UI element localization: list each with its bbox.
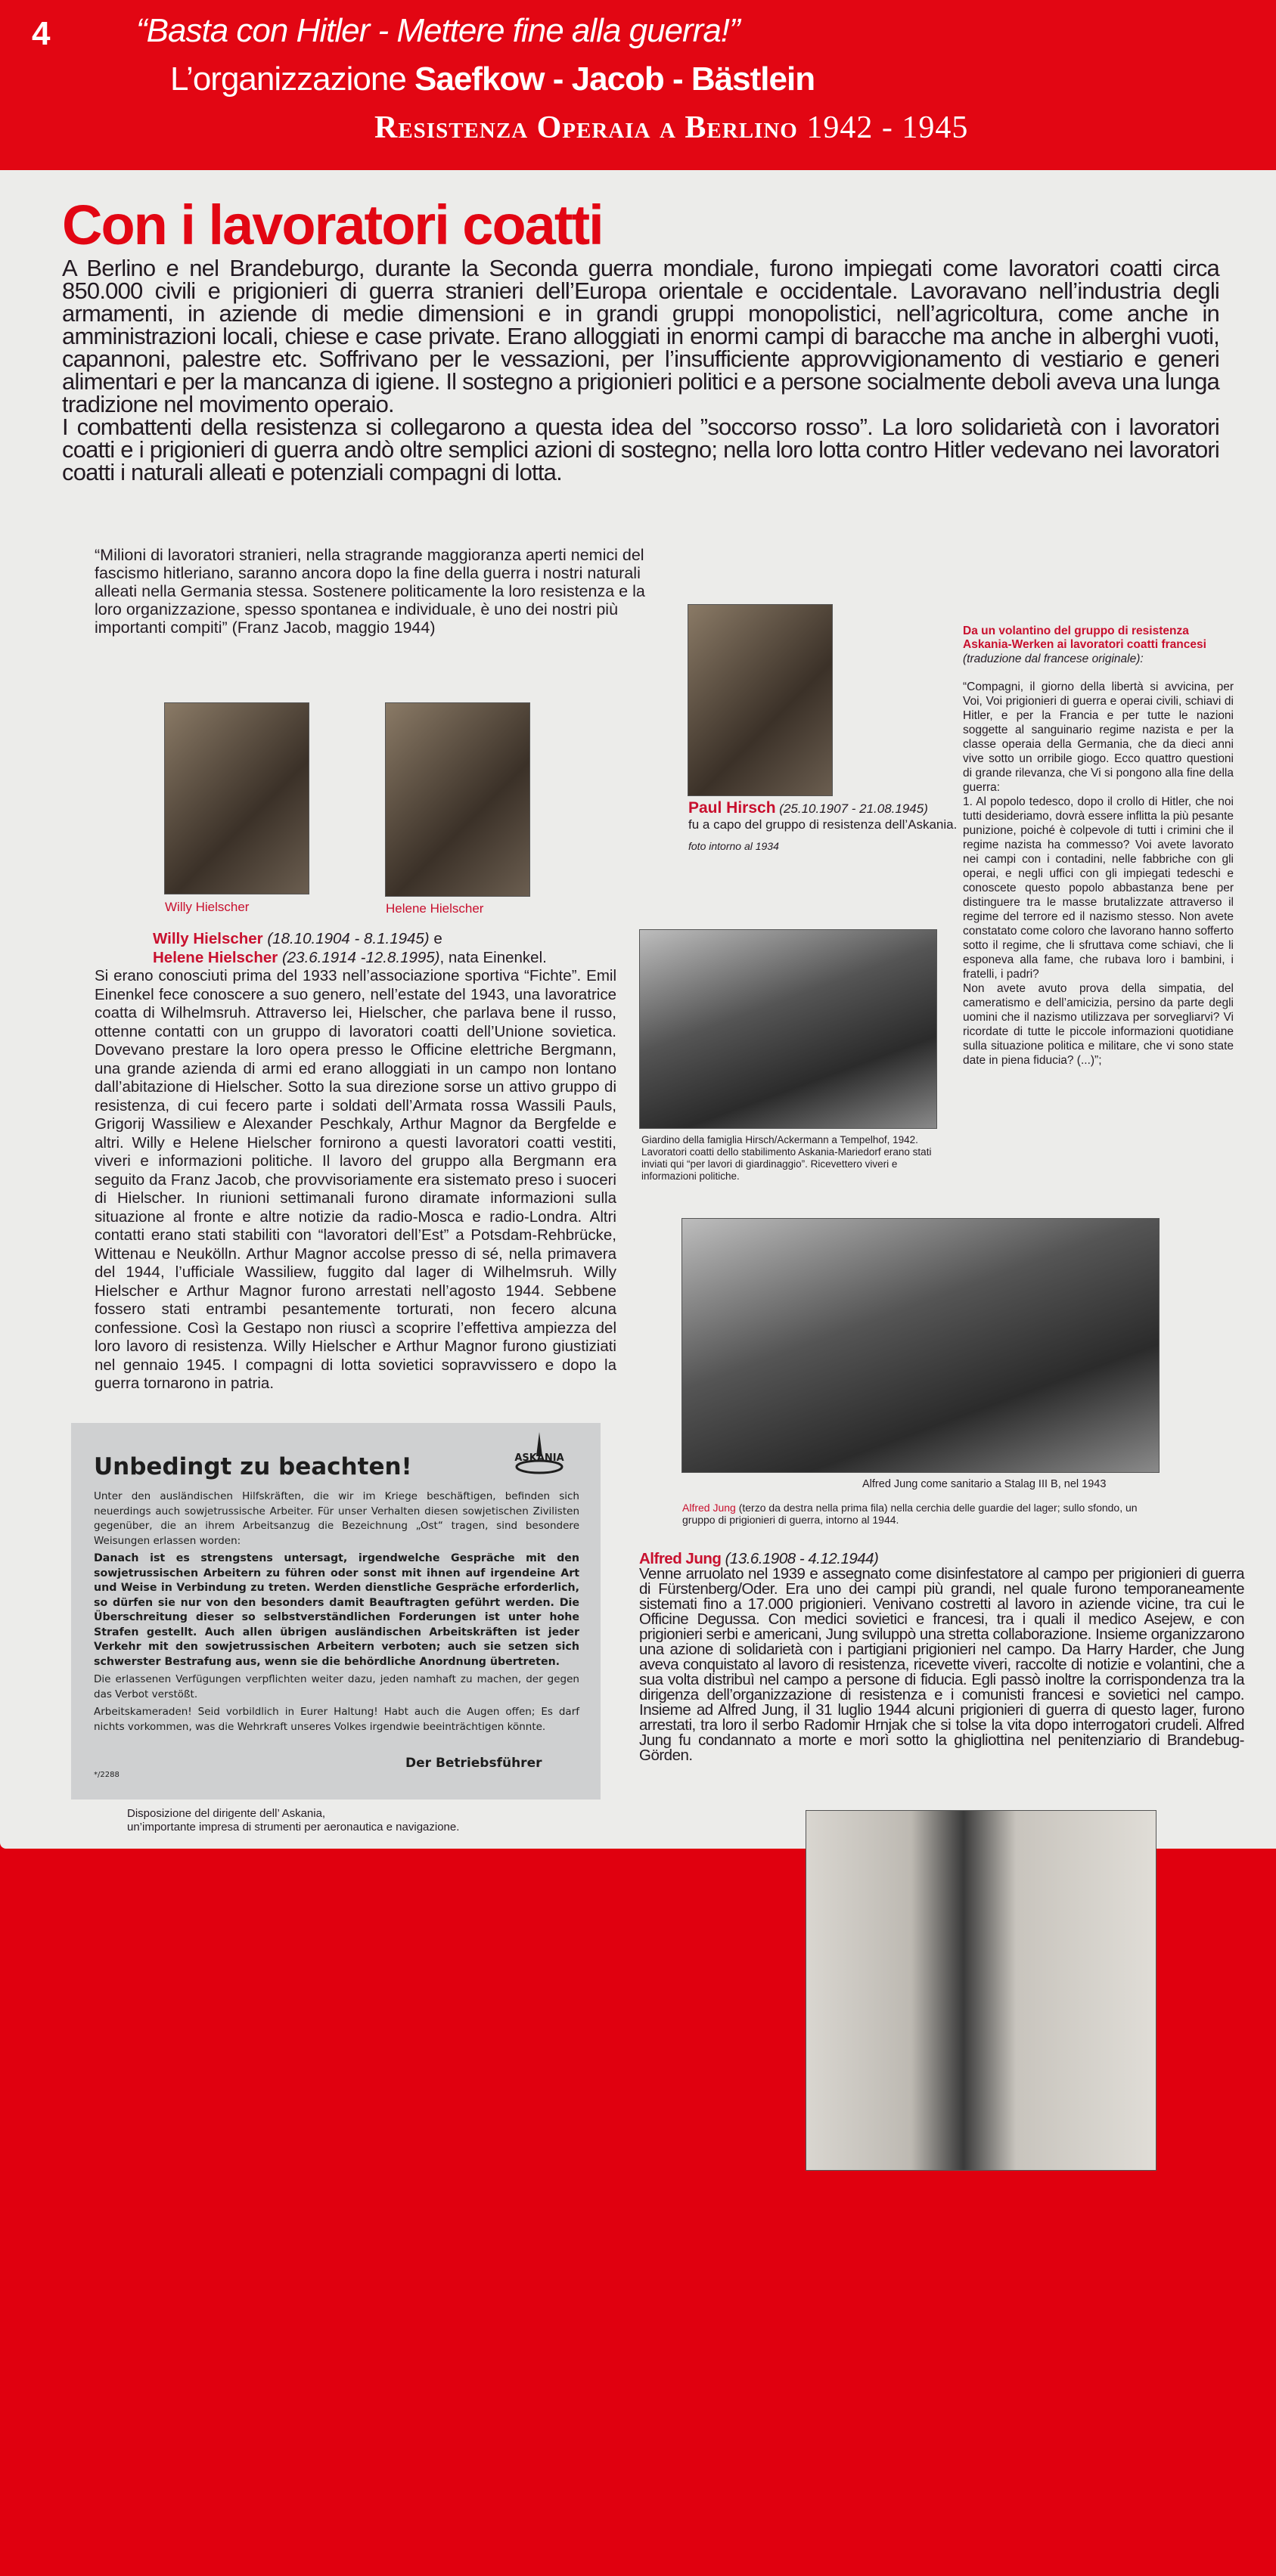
flyer-body — [963, 680, 1234, 1068]
photo-helene-hielscher — [386, 703, 529, 896]
header-banner — [0, 0, 1276, 170]
askania-caption — [127, 1807, 459, 1834]
detail-name: Alfred Jung — [682, 1502, 736, 1514]
document-signature: Der Betriebsführer — [405, 1756, 542, 1771]
flyer-point: Non avete avuto prova della simpatia, del cameratismo e dell’amicizia, persino da parte degli uomini che il nazismo utilizzava per sorvegliarvi? Vi ricordate di tutte le piccole informazioni quotidiane sulla situazione politica e militare, che vi sono state date in piena fiducia? (...)”; — [963, 982, 1234, 1067]
helene-dates: (23.6.1914 -12.8.1995) — [281, 948, 440, 966]
paul-hirsch-photo-note: foto intorno al 1934 — [688, 840, 779, 852]
hielscher-bio — [95, 930, 616, 1393]
flyer-intro: “Compagni, il giorno della libertà si avvicina, per Voi, Voi prigionieri di guerra e operai civili, schiavi di Hitler, e per la Francia e per tutte le nazioni soggette al sanguinario regime nazista e per la classe operaia della Germania, che da dieci anni vive sotto un orribile giogo. Ecco quattro questioni di grande rilevanza, che Vi si pongono alla fine della guerra: — [963, 680, 1234, 794]
document-paragraph: Die erlassenen Verfügungen verpflichten weiter dazu, jeden namhaft zu machen, der gegen das Verbot verstößt. — [94, 1673, 579, 1700]
askania-logo-icon — [514, 1431, 565, 1476]
conjunction: e — [429, 930, 442, 947]
hielscher-names — [95, 930, 616, 967]
document-paragraph: Unter den ausländischen Hilfskräften, die wir im Kriege beschäftigen, befinden sich neuerdings auch sowjetrussische Arbeiter. Für unser Verhalten diesen sowjetischen Zivilisten gegenüber, die an ihrem Arbeitsanzug die Bezeichnung „Ost“ tragen, sind besondere Weisungen erlassen worden: — [94, 1490, 579, 1547]
alfred-jung-dates: (13.6.1908 - 4.12.1944) — [725, 1550, 879, 1567]
helene-name: Helene Hielscher — [153, 948, 278, 966]
intro-text — [62, 257, 1219, 484]
stalag-photo-caption: Alfred Jung come sanitario a Stalag III B, nel 1943 — [862, 1478, 1107, 1490]
subtitle-text: Resistenza Operaia a Berlino — [374, 110, 798, 145]
askania-document — [71, 1423, 601, 1799]
helene-suffix: , nata Einenkel. — [439, 948, 547, 966]
flyer-subheading: (traduzione dal francese originale): — [963, 653, 1144, 665]
paul-hirsch-name: Paul Hirsch — [688, 799, 776, 817]
photo-willy-hielscher — [165, 703, 309, 894]
flyer-excerpt — [963, 625, 1234, 1068]
header-quote: “Basta con Hitler - Mettere fine alla guerra!” — [136, 12, 740, 49]
alfred-jung-bio — [639, 1551, 1244, 1763]
intro-paragraph: A Berlino e nel Brandeburgo, durante la Seconda guerra mondiale, furono impiegati come lavoratori coatti circa 850.000 civili e prigionieri di guerra stranieri dell’Europa orientale e occidentale. Lavoravano nell’industria degli armamenti, in aziende di medie dimensioni e in grandi gruppi monopolistici, nell’agricoltura, come anche in amministrazioni locali, chiese e case private. Erano alloggiati in enormi campi di baracche ma anche in alberghi vuoti, capannoni, palestre etc. Soffrivano per le vessazioni, per l’insufficiente approvvigionamento di vestiario e generi alimentari e per la mancanza di igiene. Il sostegno a prigionieri politici e a persone socialmente deboli aveva una lunga tradizione nel movimento operaio. — [62, 255, 1219, 417]
willy-dates: (18.10.1904 - 8.1.1945) — [267, 930, 430, 947]
paul-hirsch-dates: (25.10.1907 - 21.08.1945) — [779, 801, 928, 816]
photo-stalag-guards — [682, 1219, 1159, 1472]
intro-paragraph: I combattenti della resistenza si collegarono a questa idea del ”soccorso rosso”. La loro solidarietà con i lavoratori coatti e i prigionieri di guerra andò oltre semplici azioni di sostegno; nella loro lotta contro Hitler vedevano nei lavoratori coatti i naturali alleati e potenziali compagni di lotta. — [62, 414, 1219, 485]
alfred-jung-name: Alfred Jung — [639, 1550, 722, 1567]
document-number: */2288 — [94, 1771, 120, 1779]
document-body — [94, 1489, 579, 1737]
photo-garden-hirsch — [640, 930, 936, 1128]
org-names: Saefkow - Jacob - Bästlein — [414, 60, 815, 98]
alfred-jung-body: Venne arruolato nel 1939 e assegnato come disinfestatore al campo per prigionieri di guerra di Fürstenberg/Oder. Era uno dei campi più grandi, nel quale furono temporaneamente sistemati fino a 17.000 prigionieri. Venivano costretti al lavoro in aziende vicine, tra cui le Officine Degussa. Con medici sovietici e francesi, tra i quali il medico Asejew, e con prigionieri serbi e americani, Jung sviluppò una stretta collaborazione. Insieme organizzarono una azione di solidarietà con i partigiani prigionieri nel campo. Da Harry Harder, che Jung aveva conquistato al lavoro di resistenza, ricevette viveri, raccolte di notizie e volantini, che a sua volta distribuì nel campo a persone di fiducia. Egli passò inoltre la corrispondenza tra la dirigenza dell’organizzazione di resistenza e i comunisti francesi e sovietici nel campo. Insieme ad Alfred Jung, il 31 luglio 1944 alcuni prigionieri di guerra di questo lager, furono arrestati, tra loro il serbo Radomir Hrnjak che si tolse la vita dopo interrogatori crudeli. Alfred Jung fu condannato a morte e morì sotto la ghigliottina nel penitenziario di Brandebug-Görden. — [639, 1565, 1244, 1764]
photo-caption-willy: Willy Hielscher — [165, 900, 250, 914]
paul-hirsch-description: fu a capo del gruppo di resistenza dell’Askania. — [688, 817, 958, 832]
subtitle-years: 1942 - 1945 — [806, 110, 969, 145]
panel-number: 4 — [32, 15, 51, 52]
willy-name: Willy Hielscher — [153, 930, 263, 947]
header-subtitle — [374, 110, 968, 146]
document-paragraph: Arbeitskameraden! Seid vorbildlich in Eurer Haltung! Habt auch die Augen offen; Es darf nichts vorkommen, was die Wehrkraft unseres Volkes irgendwie beeinträchtigen könnte. — [94, 1706, 579, 1733]
hielscher-body: Si erano conosciuti prima del 1933 nell’associazione sportiva “Fichte”. Emil Einenkel fece conoscere a suo genero, nell’estate del 1943, una lavoratrice coatta di Wilhelmsruh. Attraverso lei, Hielscher, che parlava bene il russo, ottenne contatti con un gruppo di lavoratori coatti dell’Unione sovietica. Dovevano prestare la loro opera presso le Officine elettriche Bergmann, una grande azienda di armi ed erano alloggiati in un campo non lontano dall’abitazione di Hielscher. Sotto la sua direzione sorse un attivo gruppo di resistenza, di cui fecero parte i soldati dell’Armata rossa Wassili Pauls, Grigorij Wassiliew e Alexander Peschkaly, Arthur Magnor da Bergfelde e altri. Willy e Helene Hielscher fornirono a questi lavoratori coatti vestiti, viveri e informazioni politiche. Il lavoro del gruppo alla Bergmann era seguito da Franz Jacob, che provvisoriamente era sistemato preso i suoceri di Hielscher. In riunioni settimanali furono diramate informazioni sulla situazione al fronte e altre notizie da radio-Mosca e radio-Londra. Altri contatti erano stati stabiliti con “lavoratori dell’Est” a Potsdam-Rehbrücke, Wittenau e Neukölln. Arthur Magnor accolse presso di sé, nella primavera del 1944, l’ufficiale Wassiliew, fuggito dal lager di Wilhelmsruh. Willy Hielscher e Arthur Magnor furono arrestati nell’agosto 1944. Sebbene fossero stati entrambi pesantemente torturati, non fecero alcuna confessione. Così la Gestapo non riuscì a scoprire l’effettiva ampiezza del loro lavoro di resistenza. Willy Hielscher e Arthur Magnor furono giustiziati nel gennaio 1945. I compagni di lotta sovietici sopravvissero e dopo la guerra tornarono in patria. — [95, 967, 616, 1392]
paul-hirsch-caption — [688, 800, 961, 854]
flyer-point: 1. Al popolo tedesco, dopo il crollo di Hitler, che noi tutti desideriamo, dovrà essere inflitta la più pesante punizione, poiché è colpevole di tutti i crimini che il regime nazista ha commesso? Voi avete lavorato nei campi con i contadini, nelle fabbriche con gli operai, e negli uffici con gli impiegati tedeschi e conoscete questo popolo abbastanza bene per distinguere tra le masse brutalizzate attraverso il regime del terrore ed il nazismo stesso. Non avete constatato come coloro che lavorano hanno sofferto sotto il regime, che li sfruttava come schiavi, che li esponeva alla fame, che rubava loro i bambini, i fratelli, i padri? — [963, 795, 1234, 981]
org-prefix: L’organizzazione — [170, 60, 415, 98]
photo-paul-hirsch — [688, 605, 832, 795]
flyer-heading: Da un volantino del gruppo di resistenza Askania-Werken ai lavoratori coatti francesi — [963, 625, 1206, 651]
alfred-jung-heading — [639, 1551, 1244, 1567]
photo-alfred-jung-standing — [806, 1811, 1156, 2170]
logo-text: ASKANIA — [514, 1452, 564, 1464]
jacob-quote: “Milioni di lavoratori stranieri, nella stragrande maggioranza aperti nemici del fascismo hitleriano, saranno ancora dopo la fine della guerra i nostri naturali alleati nella Germania stessa. Sostenere politicamente la loro resistenza e la loro organizzazione, spesso spontanea e individuale, è uno dei nostri più importanti compiti” (Franz Jacob, maggio 1944) — [95, 546, 645, 637]
document-title: Unbedingt zu beachten! — [94, 1453, 412, 1480]
stalag-photo-detail — [682, 1502, 1151, 1526]
photo-caption-helene: Helene Hielscher — [386, 901, 484, 916]
page-title: Con i lavoratori coatti — [62, 194, 603, 256]
caption-line: Disposizione del dirigente dell’ Askania, — [127, 1807, 326, 1820]
garden-photo-caption: Giardino della famiglia Hirsch/Ackermann a Tempelhof, 1942. Lavoratori coatti dello stabilimento Askania-Mariedorf erano stati inviati qui “per lavori di giardinaggio”. Ricevettero viveri e informazioni politiche. — [641, 1134, 932, 1182]
caption-line: un’importante impresa di strumenti per aeronautica e navigazione. — [127, 1821, 460, 1834]
header-organization — [170, 60, 815, 98]
detail-text: (terzo da destra nella prima fila) nella cerchia delle guardie del lager; sullo sfondo, un gruppo di prigionieri di guerra, intorno al 1944. — [682, 1502, 1138, 1526]
document-paragraph-bold: Danach ist es strengstens untersagt, irgendwelche Gespräche mit den sowjetrussischen Arbeitern zu führen oder sonst mit ihnen auf irgendeine Art und Weise in Verbindung zu treten. Werden dienstliche Gespräche erforderlich, so dürfen sie nur von den besonders damit Beauftragten geführt werden. Die Überschreitung dieser so selbstverständlichen Forderungen ist unter hohe Strafen gestellt. Auch allen übrigen ausländischen Arbeitskräften ist jeder Verkehr mit den sowjetrussischen Arbeitern verboten; auch sie setzen sich schwerster Bestrafung aus, wenn sie die behördliche Anordnung übertreten. — [94, 1552, 579, 1668]
